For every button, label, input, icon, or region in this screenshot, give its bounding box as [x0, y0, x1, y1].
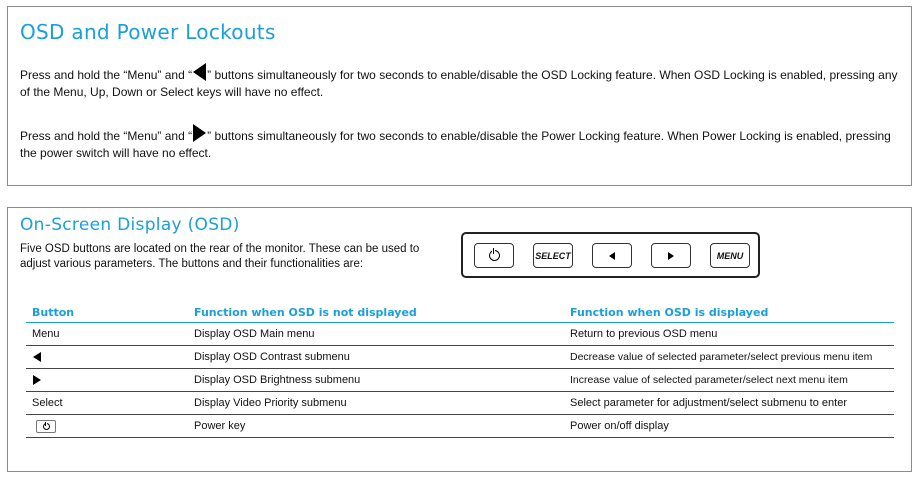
cell-not-displayed: Display Video Priority submenu — [188, 392, 564, 415]
power-button-graphic — [36, 420, 56, 433]
power-lock-text-b: ” buttons simultaneously for two seconds to enable/disable the Power Locking feature. When Power Locking is enabled, pressing the power switch will have no effect. — [20, 129, 891, 160]
osd-lock-paragraph — [20, 63, 900, 101]
osd-intro-text: Five OSD buttons are located on the rear of the monitor. These can be used to adjust various parameters. The buttons and their functionalities are: — [20, 243, 420, 270]
right-triangle-icon — [193, 124, 206, 142]
osd-section — [7, 207, 912, 472]
menu-button-label: MENU — [716, 250, 744, 261]
header-not-displayed: Function when OSD is not displayed — [188, 304, 564, 323]
cell-not-displayed: Power key — [188, 415, 564, 438]
right-triangle-icon — [33, 375, 41, 385]
menu-button[interactable] — [710, 243, 750, 268]
right-triangle-icon — [668, 252, 674, 260]
cell-displayed: Decrease value of selected parameter/select previous menu item — [564, 346, 894, 369]
cell-displayed: Return to previous OSD menu — [564, 323, 894, 346]
cell-not-displayed: Display OSD Contrast submenu — [188, 346, 564, 369]
power-icon — [43, 423, 50, 430]
left-triangle-icon — [193, 63, 206, 81]
table-row — [26, 323, 894, 346]
power-lock-paragraph — [20, 124, 900, 162]
cell-button — [26, 415, 188, 438]
right-button[interactable] — [651, 243, 691, 268]
osd-button-panel — [461, 232, 760, 278]
cell-button — [26, 346, 188, 369]
osd-lock-text-b: ” buttons simultaneously for two seconds to enable/disable the OSD Locking feature. When OSD Locking is enabled, pressing any of the Menu, Up, Down or Select keys will have no effect. — [20, 68, 898, 99]
cell-displayed: Select parameter for adjustment/select submenu to enter — [564, 392, 894, 415]
osd-lock-text-a: Press and hold the “Menu” and “ — [20, 68, 193, 82]
left-button[interactable] — [592, 243, 632, 268]
osd-function-table — [26, 304, 894, 438]
power-icon — [489, 250, 500, 261]
header-displayed: Function when OSD is displayed — [564, 304, 894, 323]
table-row — [26, 346, 894, 369]
cell-not-displayed: Display OSD Brightness submenu — [188, 369, 564, 392]
power-lock-text-a: Press and hold the “Menu” and “ — [20, 129, 193, 143]
table-row — [26, 392, 894, 415]
cell-displayed: Power on/off display — [564, 415, 894, 438]
cell-button — [26, 369, 188, 392]
select-button-label: SELECT — [535, 250, 571, 261]
lockouts-section — [7, 6, 912, 186]
table-row — [26, 415, 894, 438]
left-triangle-icon — [609, 252, 615, 260]
osd-title: On-Screen Display (OSD) — [20, 215, 240, 235]
cell-not-displayed: Display OSD Main menu — [188, 323, 564, 346]
select-button[interactable] — [533, 243, 573, 268]
header-button: Button — [26, 304, 188, 323]
cell-displayed: Increase value of selected parameter/select next menu item — [564, 369, 894, 392]
table-row — [26, 369, 894, 392]
power-button[interactable] — [474, 243, 514, 268]
lockouts-title: OSD and Power Lockouts — [20, 20, 276, 44]
cell-button: Menu — [26, 323, 188, 346]
cell-button: Select — [26, 392, 188, 415]
left-triangle-icon — [33, 352, 41, 362]
table-header-row — [26, 304, 894, 323]
